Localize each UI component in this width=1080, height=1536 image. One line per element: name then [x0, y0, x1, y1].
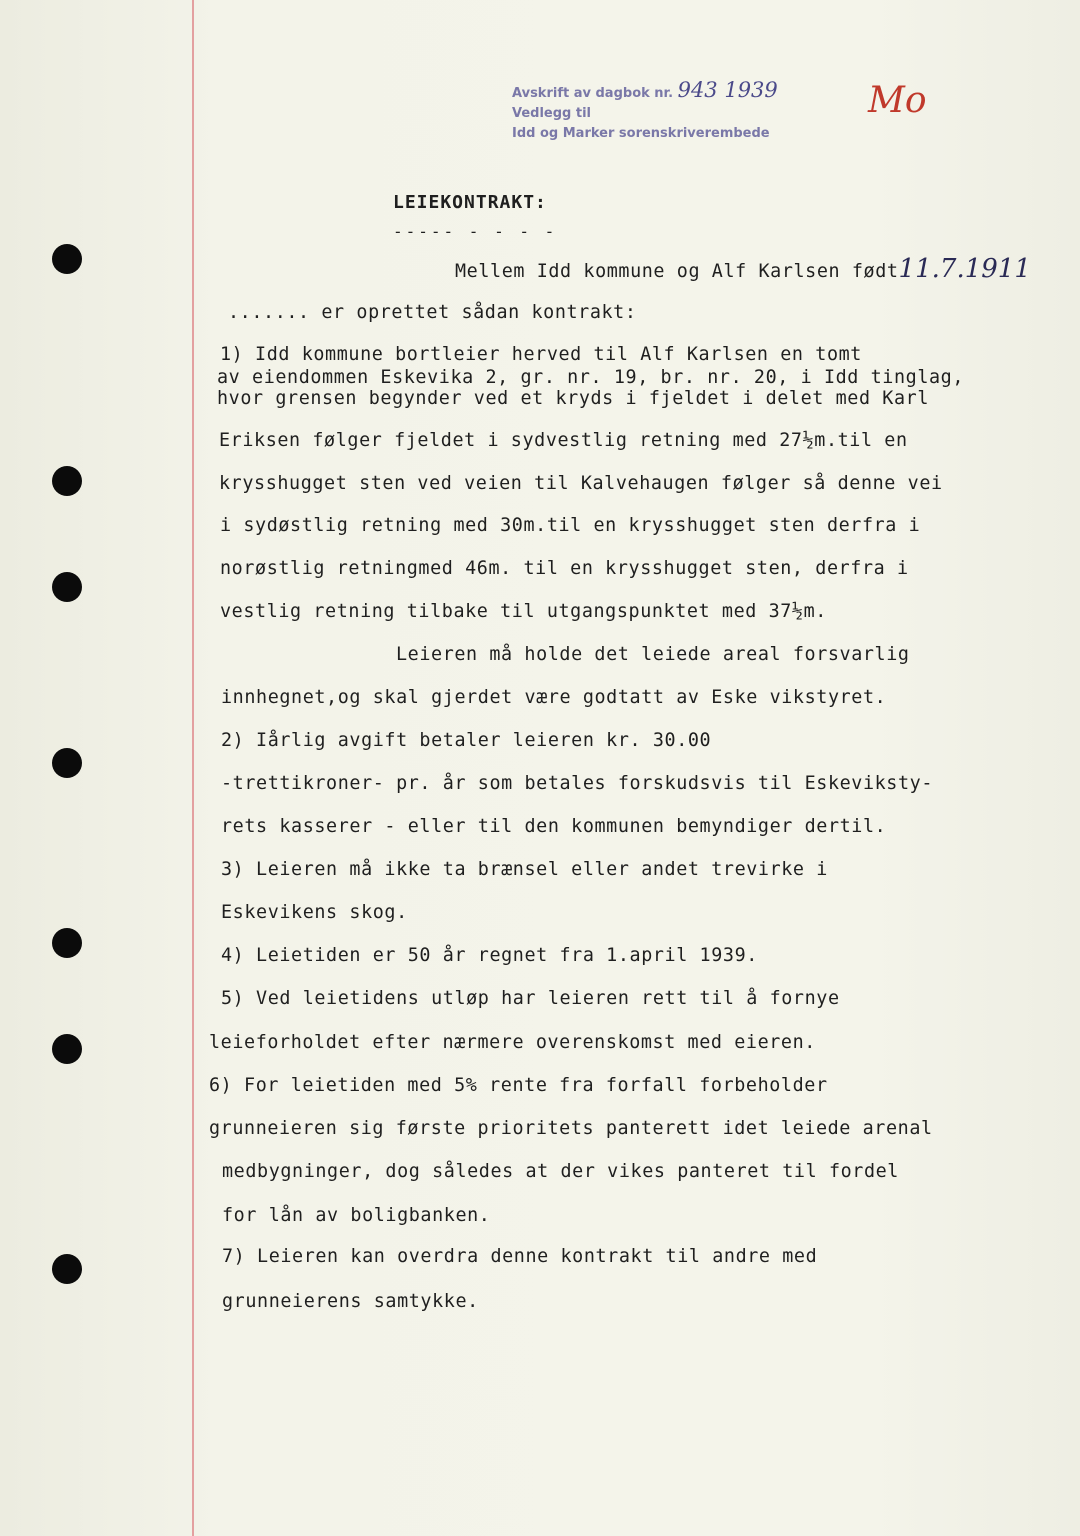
- text-line: for lån av boligbanken.: [222, 1205, 491, 1226]
- text-line: rets kasserer - eller til den kommunen bemyndiger dertil.: [221, 816, 887, 837]
- punch-hole: [52, 572, 82, 602]
- text-line: grunneieren sig første prioritets panterett idet leiede arenal: [209, 1118, 933, 1139]
- margin-line: [192, 0, 194, 1536]
- text-line: -trettikroner- pr. år som betales forskudsvis til Eskeviksty-: [221, 773, 933, 794]
- text-line: krysshugget sten ved veien til Kalvehaugen følger så denne vei: [219, 473, 943, 494]
- text-line: vestlig retning tilbake til utgangspunktet med 37½m.: [220, 601, 827, 622]
- text-line: medbygninger, dog således at der vikes panteret til fordel: [222, 1161, 899, 1182]
- document-title: LEIEKONTRAKT:: [393, 192, 547, 213]
- text-line: 4) Leietiden er 50 år regnet fra 1.april 1939.: [221, 945, 758, 966]
- stamp-handwritten-number: 943 1939: [677, 78, 778, 102]
- text-line: i sydøstlig retning med 30m.til en krysshugget sten derfra i: [220, 515, 921, 536]
- punch-hole: [52, 928, 82, 958]
- text-line: 2) Iårlig avgift betaler leieren kr. 30.00: [221, 730, 712, 751]
- punch-hole: [52, 1254, 82, 1284]
- stamp-line-2: Vedlegg til: [512, 106, 592, 121]
- punch-hole: [52, 466, 82, 496]
- punch-hole: [52, 1034, 82, 1064]
- text-line: 1) Idd kommune bortleier herved til Alf Karlsen en tomt: [220, 344, 862, 365]
- text-line: 5) Ved leietidens utløp har leieren rett til å fornye: [221, 988, 840, 1009]
- text-line: Eriksen følger fjeldet i sydvestlig retning med 27½m.til en: [219, 430, 908, 451]
- title-underline: ----- - - - -: [393, 222, 558, 241]
- intro-line: [455, 254, 1031, 284]
- text-line: hvor grensen begynder ved et kryds i fjeldet i delet med Karl: [217, 388, 929, 409]
- text-line: innhegnet,og skal gjerdet være godtatt av Eske vikstyret.: [221, 687, 887, 708]
- punch-hole: [52, 244, 82, 274]
- text-line: 3) Leieren må ikke ta brænsel eller andet trevirke i: [221, 859, 828, 880]
- stamp-line-3: dagbok nr.: [595, 86, 674, 101]
- stamp-line-4: Idd og Marker sorenskriverembede: [512, 126, 770, 141]
- text-line: ....... er oprettet sådan kontrakt:: [228, 302, 637, 323]
- text-line: Leieren må holde det leiede areal forsvarlig: [396, 644, 910, 665]
- text-line: grunneierens samtykke.: [222, 1291, 479, 1312]
- stamp-line-1: Avskrift av: [512, 86, 591, 101]
- text-line: 6) For leietiden med 5% rente fra forfall forbeholder: [209, 1075, 828, 1096]
- punch-hole: [52, 748, 82, 778]
- handwritten-birthdate: 11.7.1911: [898, 254, 1031, 284]
- text-line: 7) Leieren kan overdra denne kontrakt til andre med: [222, 1246, 818, 1267]
- text-line: Eskevikens skog.: [221, 902, 408, 923]
- archive-stamp: [512, 80, 842, 144]
- handwritten-initials: Mo: [868, 80, 927, 121]
- intro-text: Mellem Idd kommune og Alf Karlsen født: [455, 261, 899, 282]
- text-line: av eiendommen Eskevika 2, gr. nr. 19, br. nr. 20, i Idd tinglag,: [217, 367, 965, 388]
- text-line: leieforholdet efter nærmere overenskomst med eieren.: [209, 1032, 816, 1053]
- text-line: norøstlig retningmed 46m. til en krysshugget sten, derfra i: [220, 558, 909, 579]
